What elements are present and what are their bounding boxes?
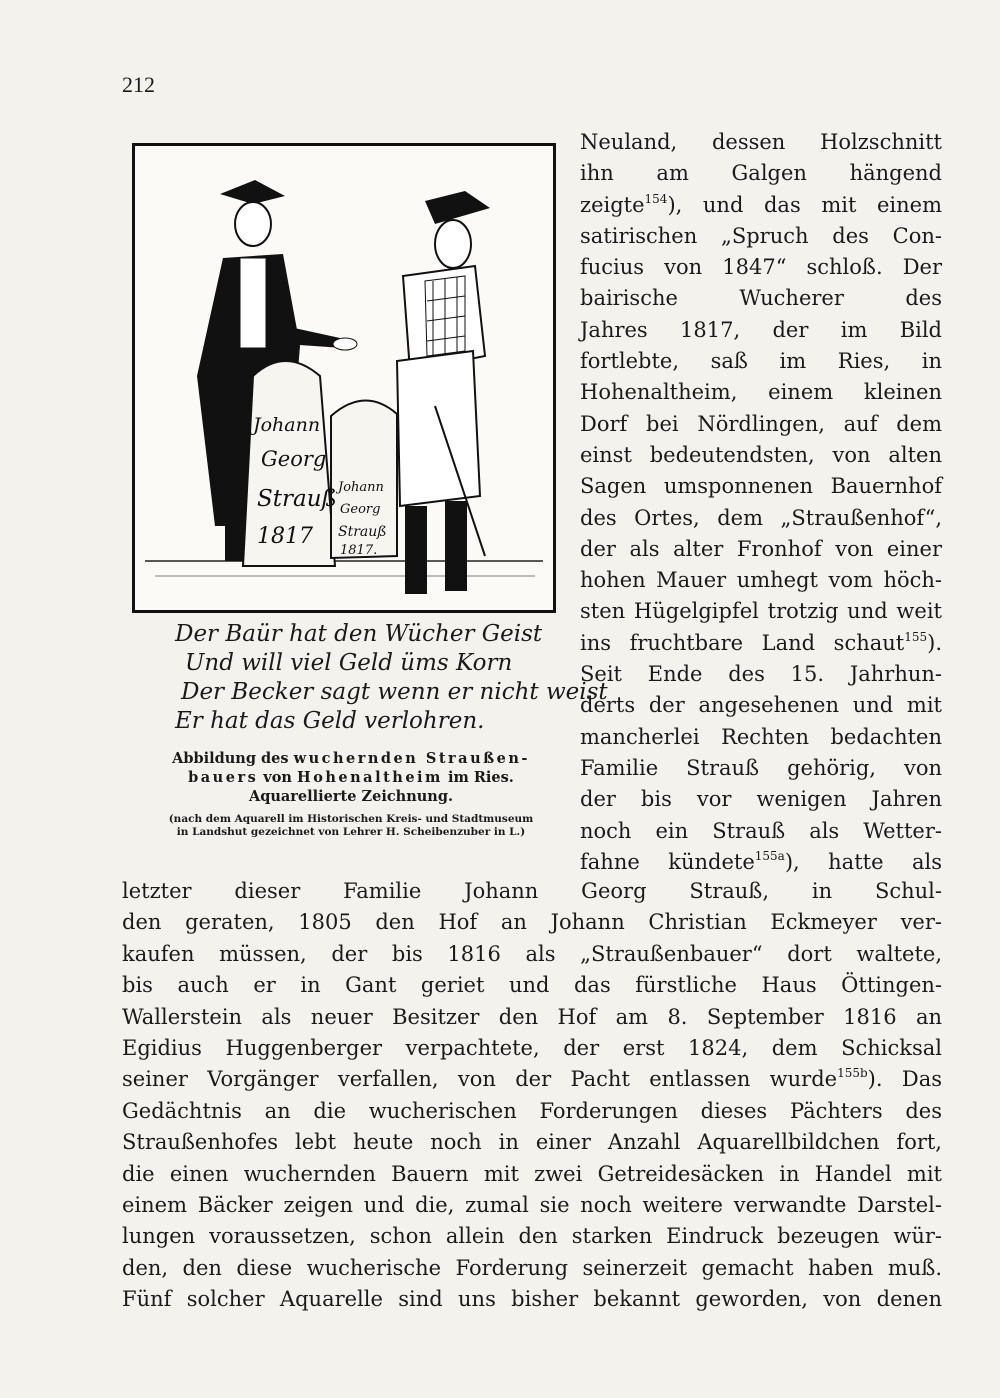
sack-right-line: Georg: [340, 502, 381, 517]
text-line: fortlebte, saß im Ries, in: [580, 349, 942, 374]
sack-left-line: 1817: [257, 524, 313, 549]
text-line: Dorf bei Nördlingen, auf dem: [580, 411, 942, 436]
inscription-line: Er hat das Geld verlohren.: [175, 708, 485, 734]
caption-text: von: [258, 769, 297, 786]
text-line: Gedächtnis an die wucherischen Forderungen dieses Pächters des: [122, 1098, 942, 1123]
text-line: [580, 190, 942, 221]
inscription-line: Der Becker sagt wenn er nicht weist: [181, 679, 608, 705]
footnote-ref: 155a: [754, 848, 785, 863]
text-line: bis auch er in Gant geriet und das fürstliche Haus Öttingen-: [122, 973, 942, 998]
footnote-ref: 155: [904, 629, 928, 644]
text-line: letzter dieser Familie Johann Georg Strauß, in Schul-: [122, 879, 942, 903]
text-line: Straußenhofes lebt heute noch in einer Anzahl Aquarellbildchen fort,: [122, 1130, 942, 1155]
text-line: der bis vor wenigen Jahren: [580, 787, 942, 812]
footnote-ref: 155b: [837, 1066, 868, 1081]
text-line: lungen voraussetzen, schon allein den starken Eindruck bezeugen wür-: [122, 1224, 942, 1249]
text-fragment: ), und das mit einem: [667, 192, 942, 217]
sack-right-line: 1817.: [340, 543, 378, 558]
text-line: Familie Strauß gehörig, von: [580, 755, 942, 780]
illustration-inscription: [175, 620, 608, 736]
text-line: Sagen umsponnenen Bauernhof: [580, 474, 942, 499]
text-line: mancherlei Rechten bedachten: [580, 724, 942, 749]
sack-left-line: Georg: [261, 447, 327, 471]
text-fragment: seiner Vorgänger verfallen, von der Pacht entlassen wurde: [122, 1067, 838, 1092]
sack-left-line: Strauß: [257, 486, 337, 512]
text-line: bairische Wucherer des: [580, 286, 942, 311]
caption-text: bauers: [188, 769, 259, 786]
text-line: einem Bäcker zeigen und die, zumal sie noch weitere verwandte Darstel-: [122, 1192, 942, 1217]
text-fragment: zeigte: [580, 192, 645, 217]
caption-text: Abbildung des: [172, 750, 294, 767]
caption-text: Aquarellierte Zeichnung.: [248, 788, 454, 805]
text-line: Seit Ende des 15. Jahrhun-: [580, 662, 942, 687]
sack-right-line: Johann: [338, 480, 384, 495]
text-line: sten Hügelgipfel trotzig und weit: [580, 599, 942, 624]
footnote-ref: 154: [644, 191, 668, 206]
sack-left-line: Johann: [253, 414, 321, 436]
figure-caption: [122, 749, 580, 839]
text-line: satirischen „Spruch des Con-: [580, 223, 942, 248]
text-line: der als alter Fronhof von einer: [580, 536, 942, 561]
text-line: einst bedeutendsten, von alten: [580, 442, 942, 467]
inscription-line: Und will viel Geld üms Korn: [185, 650, 513, 676]
caption-text: im Ries.: [442, 769, 514, 786]
text-line: kaufen müssen, der bis 1816 als „Straußenbauer“ dort waltete,: [122, 941, 942, 966]
text-line: Jahres 1817, der im Bild: [580, 317, 942, 342]
inscription-line: Der Baür hat den Wücher Geist: [175, 621, 543, 647]
text-line: [580, 847, 942, 878]
text-line: des Ortes, dem „Straußenhof“,: [580, 505, 942, 530]
text-line: Fünf solcher Aquarelle sind uns bisher bekannt geworden, von denen: [122, 1287, 942, 1312]
text-line: hohen Mauer umhegt vom höch-: [580, 568, 942, 593]
text-line: Egidius Huggenberger verpachtete, der erst 1824, dem Schicksal: [122, 1035, 942, 1060]
text-line: ihn am Galgen hängend: [580, 161, 942, 186]
caption-text: wuchernden Straußen-: [293, 750, 530, 767]
text-fragment: ins fruchtbare Land schaut: [580, 630, 905, 655]
full-width-text: [122, 876, 942, 1315]
text-fragment: ).: [927, 630, 942, 655]
text-line: derts der angesehenen und mit: [580, 693, 942, 718]
caption-title: [122, 749, 580, 806]
text-line: noch ein Strauß als Wetter-: [580, 818, 942, 843]
text-fragment: fahne kündete: [580, 849, 755, 874]
sack-right-line: Strauß: [338, 524, 387, 540]
text-fragment: ). Das: [867, 1067, 942, 1092]
right-text-column: [580, 127, 942, 878]
page-number: 212: [122, 72, 155, 97]
text-line: Wallerstein als neuer Besitzer den Hof am 8. September 1816 an: [122, 1004, 942, 1029]
caption-text: Hohenaltheim: [297, 769, 443, 786]
text-line: den, den diese wucherische Forderung seinerzeit gemacht haben muß.: [122, 1255, 942, 1280]
baker-figure: [397, 191, 490, 594]
text-line: den geraten, 1805 den Hof an Johann Christian Eckmeyer ver-: [122, 910, 942, 935]
text-line: Neuland, dessen Holzschnitt: [580, 130, 942, 154]
text-line: Hohenaltheim, einem kleinen: [580, 380, 942, 405]
illustration-farmer-and-baker: [135, 146, 553, 610]
caption-source-line: (nach dem Aquarell im Historischen Kreis- und Stadtmuseum: [168, 813, 534, 825]
caption-source-line: in Landshut gezeichnet von Lehrer H. Scheibenzuber in L.): [176, 826, 526, 838]
text-line: fucius von 1847“ schloß. Der: [580, 255, 942, 280]
text-line: die einen wuchernden Bauern mit zwei Getreidesäcken in Handel mit: [122, 1161, 942, 1186]
text-fragment: ), hatte als: [784, 849, 942, 874]
text-line: [122, 1064, 942, 1095]
caption-source: [122, 813, 580, 839]
illustration-frame: [132, 143, 556, 613]
text-line: [580, 628, 942, 659]
